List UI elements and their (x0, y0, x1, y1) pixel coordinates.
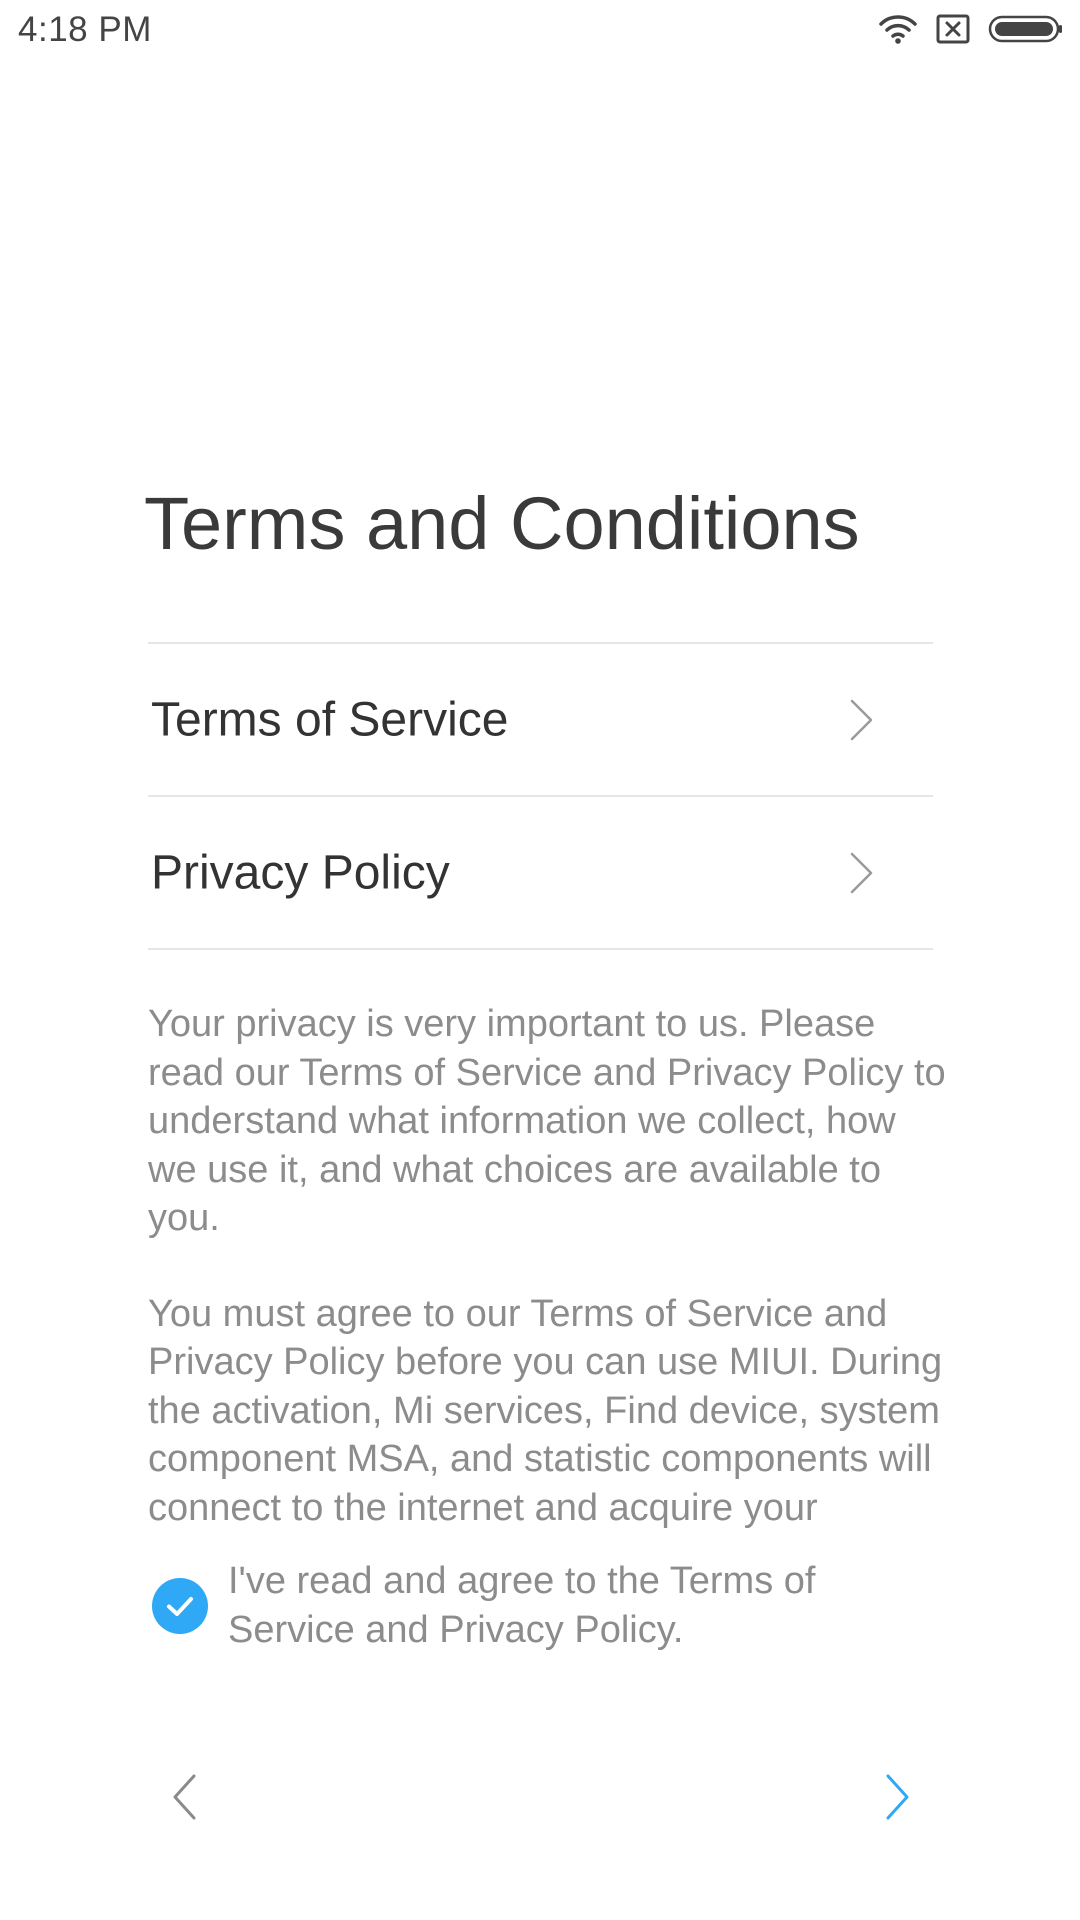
chevron-right-icon (849, 851, 875, 895)
status-bar (0, 0, 1080, 62)
next-button[interactable] (860, 1762, 930, 1832)
chevron-left-icon (152, 1762, 222, 1832)
terms-body-scroll[interactable] (148, 1000, 948, 1529)
battery-icon (988, 14, 1064, 49)
agree-label: I've read and agree to the Terms of Service and Privacy Policy. (228, 1560, 816, 1651)
status-icons (878, 12, 1064, 50)
terms-list (148, 642, 933, 950)
privacy-intro-paragraph: Your privacy is very important to us. Please read our Terms of Service and Privacy Policy to understand what information we collect, how we use it, and what choices are available to you. (148, 1003, 946, 1239)
chevron-right-icon (860, 1762, 930, 1832)
privacy-policy-item[interactable] (148, 797, 933, 950)
no-sim-icon (936, 14, 970, 49)
terms-of-service-item[interactable] (148, 644, 933, 797)
agreement-requirement-paragraph: You must agree to our Terms of Service and Privacy Policy before you can use MIUI. During the activation, Mi services, Find device, system component MSA, and statistic components will connect to the internet and acquire your (148, 1292, 943, 1529)
checkmark-icon (152, 1578, 208, 1634)
status-time: 4:18 PM (18, 10, 152, 49)
privacy-policy-label: Privacy Policy (151, 846, 450, 899)
terms-of-service-label: Terms of Service (151, 693, 509, 746)
agree-checkbox-row[interactable] (152, 1557, 942, 1667)
page-title: Terms and Conditions (144, 482, 860, 565)
back-button[interactable] (152, 1762, 222, 1832)
wifi-icon (878, 14, 918, 49)
chevron-right-icon (849, 698, 875, 742)
agree-checkbox[interactable] (152, 1578, 208, 1634)
